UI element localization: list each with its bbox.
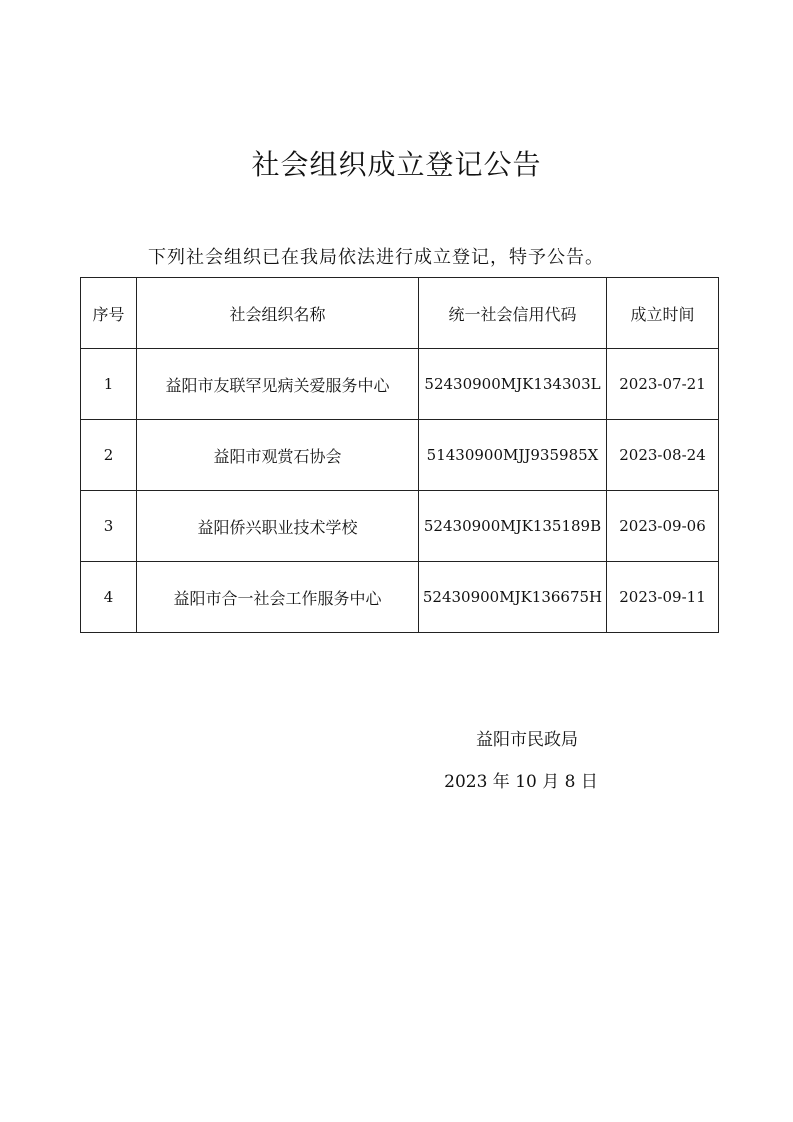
table-row (81, 491, 719, 562)
row-established-date: 2023-08-24 (607, 420, 719, 491)
row-credit-code: 52430900MJK134303L (419, 349, 607, 420)
row-organization-name: 益阳市合一社会工作服务中心 (137, 562, 419, 633)
row-organization-name: 益阳侨兴职业技术学校 (137, 491, 419, 562)
intro-text: 下列社会组织已在我局依法进行成立登记，特予公告。 (148, 247, 604, 268)
row-credit-code: 52430900MJK135189B (419, 491, 607, 562)
row-established-date: 2023-09-11 (607, 562, 719, 633)
document-title: 社会组织成立登记公告 (251, 148, 542, 181)
header-established-date: 成立时间 (607, 278, 719, 349)
table-header-row (81, 278, 719, 349)
row-credit-code: 52430900MJK136675H (419, 562, 607, 633)
row-established-date: 2023-09-06 (607, 491, 719, 562)
header-organization-name: 社会组织名称 (137, 278, 419, 349)
row-established-date: 2023-07-21 (607, 349, 719, 420)
issuing-organization: 益阳市民政局 (476, 730, 578, 750)
registration-table (80, 277, 719, 633)
row-organization-name: 益阳市观赏石协会 (137, 420, 419, 491)
table-row (81, 420, 719, 491)
row-organization-name: 益阳市友联罕见病关爱服务中心 (137, 349, 419, 420)
row-serial-number: 2 (81, 420, 137, 491)
issue-date: 2023 年 10 月 8 日 (444, 772, 598, 792)
row-serial-number: 1 (81, 349, 137, 420)
row-serial-number: 3 (81, 491, 137, 562)
table-row (81, 349, 719, 420)
table-row (81, 562, 719, 633)
header-credit-code: 统一社会信用代码 (419, 278, 607, 349)
row-serial-number: 4 (81, 562, 137, 633)
row-credit-code: 51430900MJJ935985X (419, 420, 607, 491)
signature-block (436, 727, 606, 795)
header-serial-number: 序号 (81, 278, 137, 349)
